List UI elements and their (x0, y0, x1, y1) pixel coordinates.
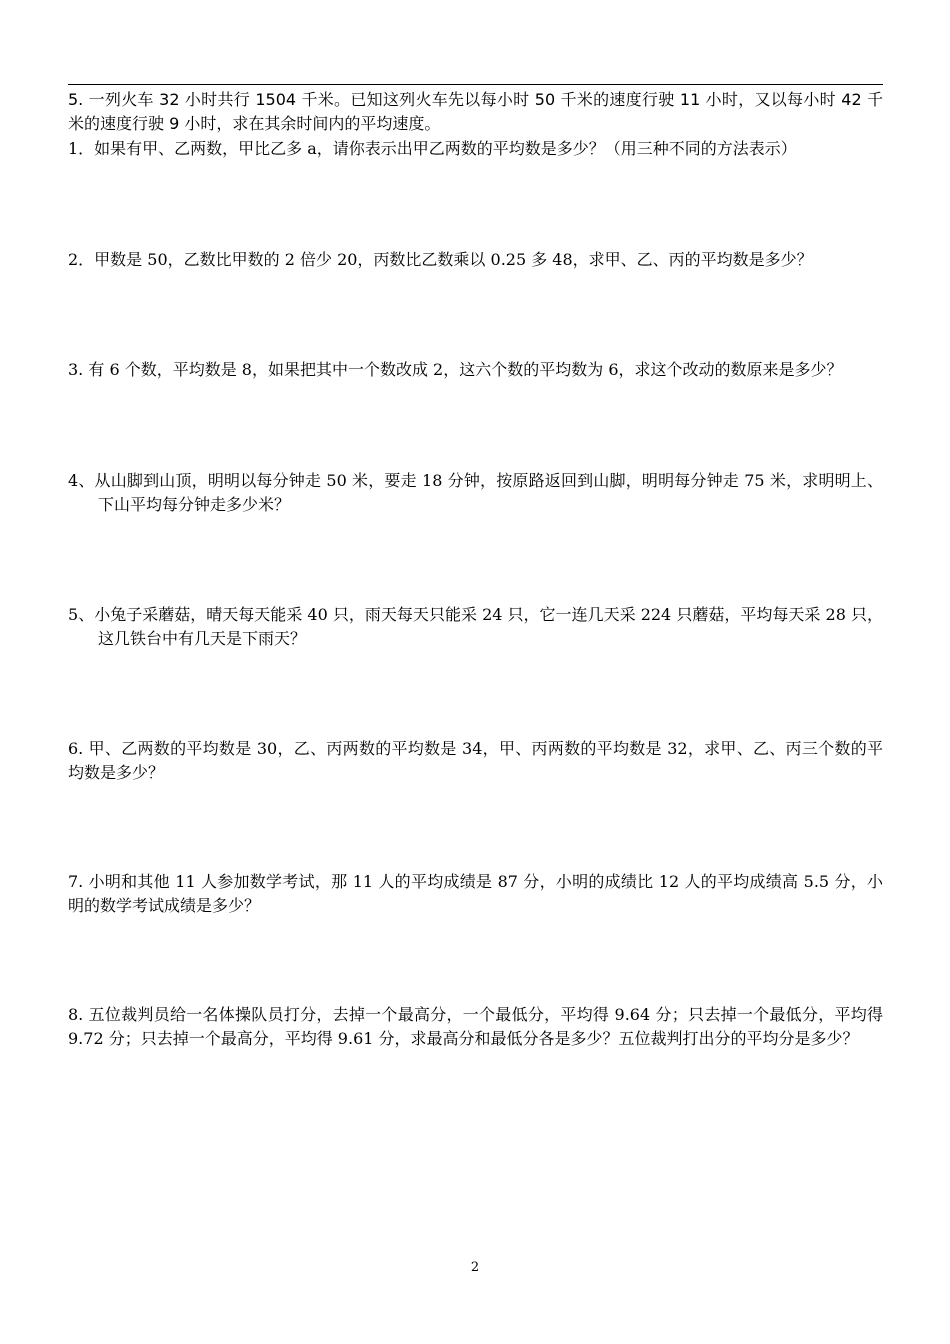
question-5: 5、小兔子采蘑菇，晴天每天能采 40 只，雨天每天只能采 24 只，它一连几天采 224 只蘑菇，平均每天采 28 只，这几铁台中有几天是下雨天？ (68, 605, 883, 648)
question-3: 3. 有 6 个数，平均数是 8，如果把其中一个数改成 2，这六个数的平均数为 6，求这个改动的数原来是多少？ (68, 360, 843, 379)
question-7: 7. 小明和其他 11 人参加数学考试，那 11 人的平均成绩是 87 分，小明的成绩比 12 人的平均成绩高 5.5 分，小明的数学考试成绩是多少？ (68, 872, 883, 915)
question-4: 4、从山脚到山顶，明明以每分钟走 50 米，要走 18 分钟，按原路返回到山脚，明明每分钟走 75 米，求明明上、下山平均每分钟走多少米？ (68, 471, 883, 514)
question-6: 6. 甲、乙两数的平均数是 30，乙、丙两数的平均数是 34，甲、丙两数的平均数是 32，求甲、乙、丙三个数的平均数是多少？ (68, 739, 883, 782)
question-2: 2．甲数是 50，乙数比甲数的 2 倍少 20，丙数比乙数乘以 0.25 多 48，求甲、乙、丙的平均数是多少？ (68, 250, 813, 269)
page-number: 2 (470, 1260, 480, 1275)
question-1: 1．如果有甲、乙两数，甲比乙多 a，请你表示出甲乙两数的平均数是多少？（用三种不同的方法表示） (68, 139, 797, 158)
header-rule (68, 84, 883, 85)
question-train-speed: 5. 一列火车 32 小时共行 1504 千米。已知这列火车先以每小时 50 千米的速度行驶 11 小时，又以每小时 42 千米的速度行驶 9 小时，求在其余时间内的平均速度。 (68, 90, 883, 133)
question-8: 8. 五位裁判员给一名体操队员打分，去掉一个最高分，一个最低分，平均得 9.64 分；只去掉一个最低分，平均得 9.72 分；只去掉一个最高分，平均得 9.61 分，求最高分和最低分各是多少？五位裁判打出分的平均分是多少？ (68, 1005, 883, 1048)
